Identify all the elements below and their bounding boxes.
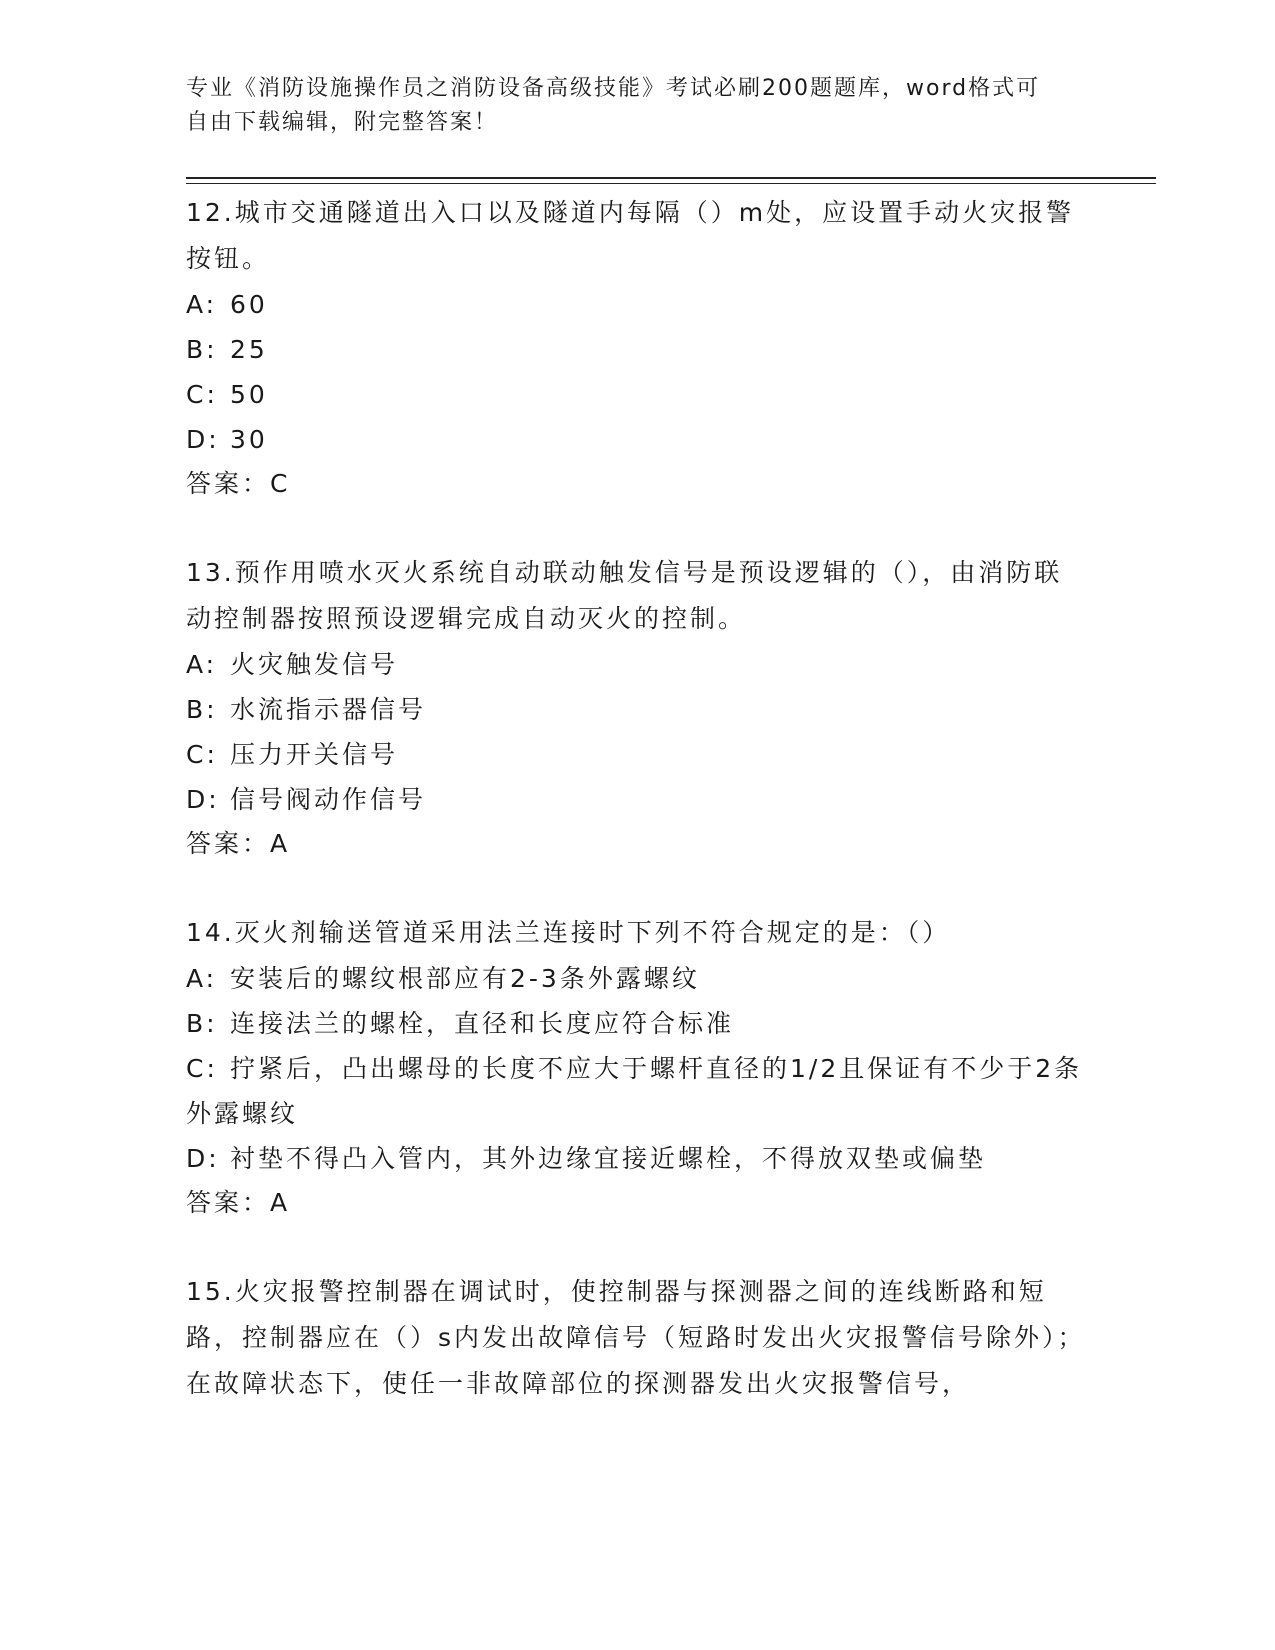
option-letter: A: — [186, 290, 218, 319]
option-d — [186, 417, 1086, 462]
question-12 — [186, 190, 1086, 506]
option-letter: B: — [186, 1009, 218, 1038]
option-text: 30 — [230, 425, 268, 454]
option-text: 60 — [230, 290, 268, 319]
option-c — [186, 372, 1086, 417]
option-letter: B: — [186, 695, 218, 724]
answer-label: 答案： — [186, 1188, 271, 1217]
option-text: 压力开关信号 — [230, 740, 399, 769]
header-divider-thin — [186, 183, 1156, 184]
question-list — [186, 190, 1086, 1451]
option-d — [186, 777, 1086, 822]
option-b — [186, 1001, 1086, 1046]
answer-value: A — [270, 829, 291, 858]
option-d — [186, 1136, 1086, 1181]
answer — [186, 462, 1086, 506]
option-letter: B: — [186, 335, 218, 364]
question-text: 12.城市交通隧道出入口以及隧道内每隔（）m处，应设置手动火灾报警按钮。 — [186, 198, 1075, 273]
question-15 — [186, 1269, 1086, 1407]
answer-value: A — [270, 1188, 291, 1217]
option-b — [186, 327, 1086, 372]
question-text: 15.火灾报警控制器在调试时，使控制器与探测器之间的连线断路和短路，控制器应在（）s内发出故障信号（短路时发出火灾报警信号除外）；在故障状态下，使任一非故障部位的探测器发出火灾报警信号， — [186, 1277, 1086, 1398]
option-text: 信号阀动作信号 — [230, 785, 427, 814]
option-text: 连接法兰的螺栓，直径和长度应符合标准 — [230, 1009, 735, 1038]
option-text: 50 — [230, 380, 268, 409]
option-letter: A: — [186, 964, 218, 993]
option-c — [186, 1046, 1086, 1136]
question-13 — [186, 550, 1086, 866]
option-text: 水流指示器信号 — [230, 695, 427, 724]
option-c — [186, 732, 1086, 777]
option-a — [186, 642, 1086, 687]
option-letter: D: — [186, 1144, 220, 1173]
answer-value: C — [270, 469, 291, 498]
header-divider-thick — [186, 177, 1156, 179]
option-text: 火灾触发信号 — [230, 650, 399, 679]
option-b — [186, 687, 1086, 732]
option-letter: A: — [186, 650, 218, 679]
option-text: 衬垫不得凸入管内，其外边缘宜接近螺栓，不得放双垫或偏垫 — [230, 1144, 987, 1173]
header-line-1: 专业《消防设施操作员之消防设备高级技能》考试必刷200题题库，word格式可 — [186, 76, 1041, 101]
option-letter: D: — [186, 425, 220, 454]
option-a — [186, 282, 1086, 327]
header-line-2: 自由下载编辑，附完整答案！ — [186, 110, 499, 135]
answer-label: 答案： — [186, 469, 271, 498]
option-letter: C: — [186, 1054, 218, 1083]
option-letter: C: — [186, 740, 218, 769]
question-text: 13.预作用喷水灭火系统自动联动触发信号是预设逻辑的（），由消防联动控制器按照预设逻辑完成自动灭火的控制。 — [186, 558, 1063, 633]
answer-label: 答案： — [186, 829, 271, 858]
option-text: 拧紧后，凸出螺母的长度不应大于螺杆直径的1/2且保证有不少于2条外露螺纹 — [186, 1054, 1083, 1128]
option-text: 安装后的螺纹根部应有2-3条外露螺纹 — [230, 964, 700, 993]
option-letter: D: — [186, 785, 220, 814]
document-header — [186, 72, 1086, 140]
answer — [186, 822, 1086, 866]
question-text: 14.灭火剂输送管道采用法兰连接时下列不符合规定的是：（） — [186, 918, 951, 947]
answer — [186, 1181, 1086, 1225]
option-text: 25 — [230, 335, 268, 364]
option-a — [186, 956, 1086, 1001]
question-14 — [186, 910, 1086, 1225]
option-letter: C: — [186, 380, 218, 409]
